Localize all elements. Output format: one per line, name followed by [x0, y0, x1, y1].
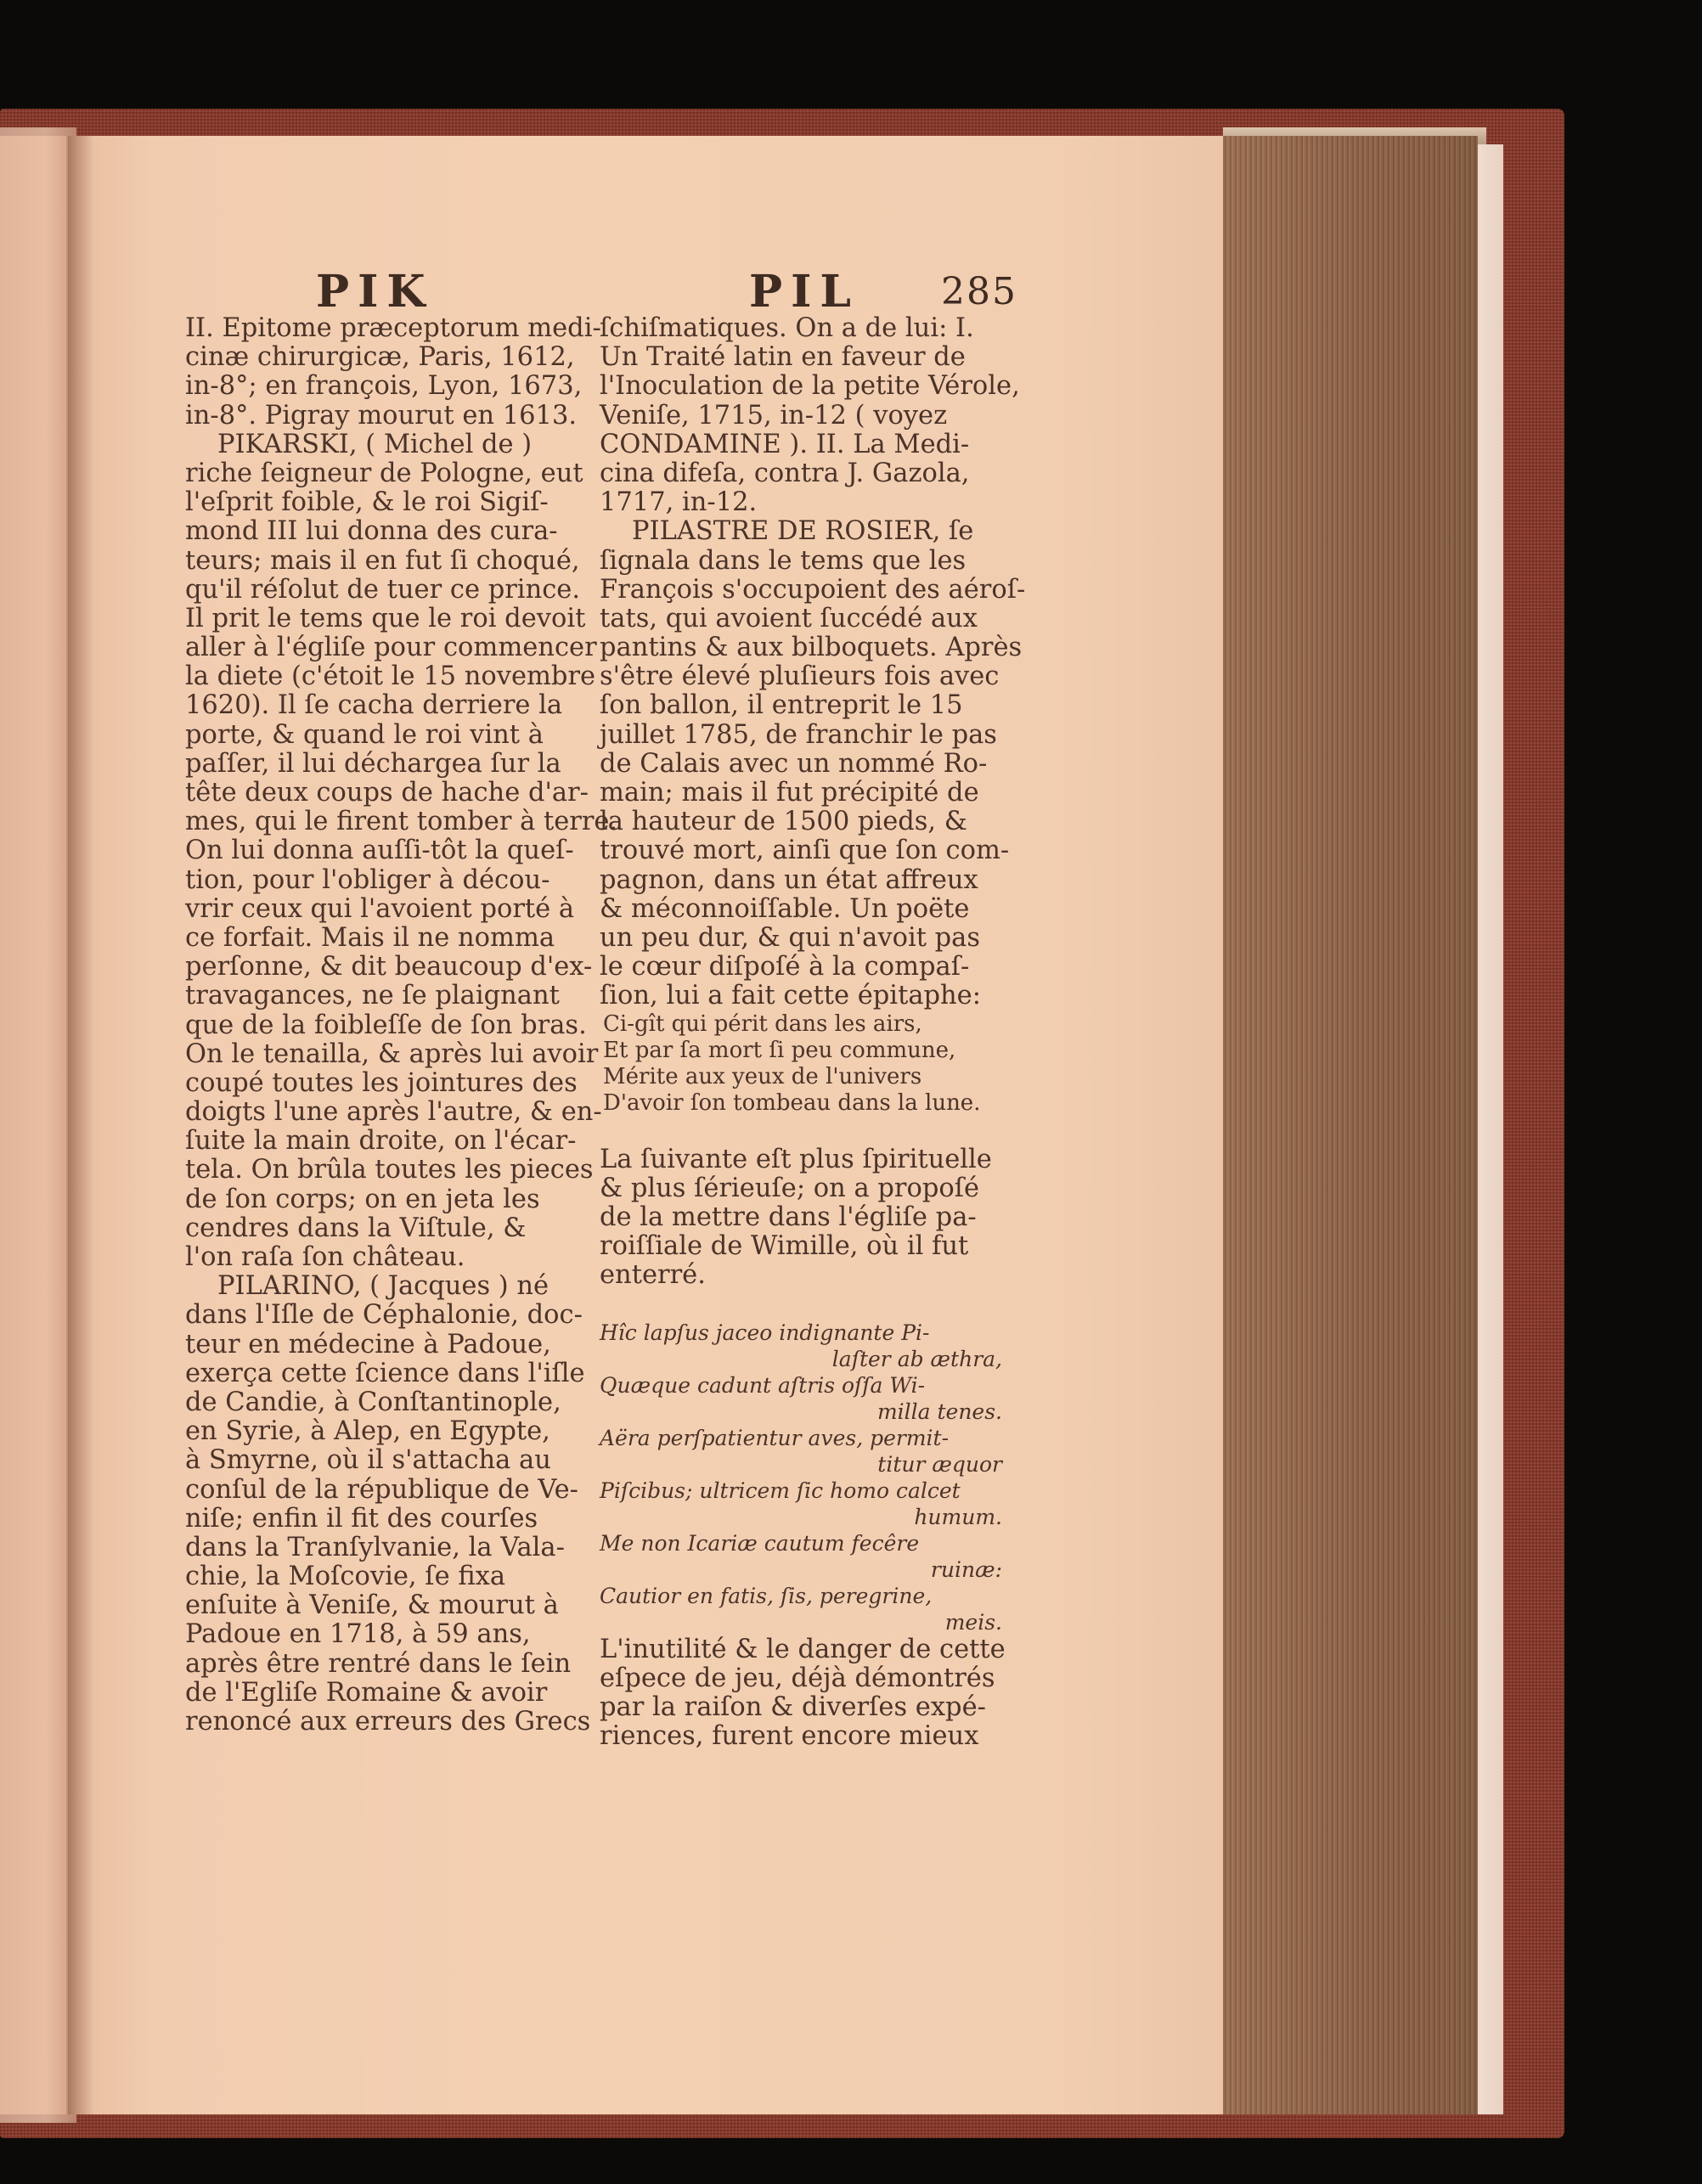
text-line: François s'occupoient des aéroſ-: [600, 574, 1026, 605]
text-line: en Syrie, à Alep, en Egypte,: [185, 1416, 550, 1447]
text-line: & plus ſérieuſe; on a propoſé: [600, 1173, 980, 1203]
text-line: enterré.: [600, 1260, 706, 1291]
text-line: de la mettre dans l'égliſe pa-: [600, 1202, 977, 1233]
text-line: mes, qui le firent tomber à terre.: [185, 807, 618, 837]
endpaper-edge: [1478, 144, 1503, 2114]
text-line: teurs; mais il en fut ſi choqué,: [185, 545, 580, 576]
latin-epitaph-line: laſter ab æthra,: [831, 1346, 1002, 1371]
text-line: L'inutilité & le danger de cette: [600, 1634, 1006, 1664]
text-line: conſul de la république de Ve-: [185, 1474, 578, 1505]
text-line: paſſer, il lui déchargea ſur la: [185, 748, 561, 779]
text-line: dans la Tranſylvanie, la Vala-: [185, 1532, 565, 1562]
right-running-head: PIL: [749, 266, 859, 318]
text-line: mond III lui donna des cura-: [185, 516, 558, 547]
text-line: après être rentré dans le ſein: [185, 1648, 572, 1679]
text-line: pantins & aux bilboquets. Après: [600, 633, 1023, 663]
latin-epitaph-line: Cautior en fatis, ſis, peregrine,: [600, 1583, 933, 1608]
text-line: PIKARSKI, ( Michel de ): [217, 429, 533, 459]
text-line: On le tenailla, & après lui avoir: [185, 1039, 599, 1069]
text-line: s'être élevé pluſieurs fois avec: [600, 661, 1000, 692]
text-line: ſignala dans le tems que les: [600, 545, 967, 576]
text-line: CONDAMINE ). II. La Medi-: [600, 429, 970, 459]
text-line: qu'il réſolut de tuer ce prince.: [185, 574, 581, 605]
text-line: & méconnoiſſable. Un poëte: [600, 893, 970, 924]
text-line: 1717, in-12.: [600, 487, 758, 518]
text-line: renoncé aux erreurs des Grecs: [185, 1707, 591, 1737]
text-line: tête deux coups de hache d'ar-: [185, 778, 589, 808]
text-line: La ſuivante eſt plus ſpirituelle: [600, 1144, 992, 1174]
text-line: II. Epitome præceptorum medi-: [185, 313, 601, 343]
text-line: l'eſprit foible, & le roi Sigiſ-: [185, 487, 549, 518]
text-line: Padoue en 1718, à 59 ans,: [185, 1619, 531, 1650]
text-line: porte, & quand le roi vint à: [185, 719, 544, 750]
latin-epitaph-line: Piſcibus; ultricem ſic homo calcet: [600, 1478, 961, 1503]
latin-epitaph-line: Aëra perſpatientur aves, permit-: [600, 1425, 950, 1450]
latin-epitaph-line: humum.: [914, 1504, 1002, 1529]
text-line: cina difeſa, contra J. Gazola,: [600, 458, 970, 488]
text-line: in-8°; en françois, Lyon, 1673,: [185, 371, 583, 402]
text-line: teur en médecine à Padoue,: [185, 1329, 551, 1359]
right-text-column: [600, 313, 1026, 1752]
left-text-column: [185, 313, 618, 1737]
text-line: tion, pour l'obliger à décou-: [185, 864, 550, 895]
text-line: juillet 1785, de franchir le pas: [600, 719, 997, 750]
text-line: exerça cette ſcience dans l'iſle: [185, 1358, 585, 1388]
left-running-head: PIK: [316, 266, 434, 318]
latin-epitaph-line: Hîc lapſus jaceo indignante Pi-: [600, 1320, 930, 1345]
latin-epitaph-line: milla tenes.: [876, 1399, 1002, 1424]
text-line: ſion, lui a fait cette épitaphe:: [600, 981, 981, 1011]
text-line: perſonne, & dit beaucoup d'ex-: [185, 952, 593, 982]
text-line: coupé toutes les jointures des: [185, 1067, 578, 1098]
text-line: riences, furent encore mieux: [600, 1721, 979, 1752]
page-number: 285: [941, 270, 1017, 313]
text-line: l'Inoculation de la petite Vérole,: [600, 371, 1020, 402]
epitaph-line: D'avoir ſon tombeau dans la lune.: [603, 1089, 981, 1116]
latin-epitaph-line: meis.: [944, 1609, 1002, 1635]
text-line: de Calais avec un nommé Ro-: [600, 748, 988, 779]
text-line: cendres dans la Viſtule, &: [185, 1213, 527, 1243]
text-line: par la raiſon & diverſes expé-: [600, 1692, 986, 1723]
text-line: niſe; enfin il fit des courſes: [185, 1503, 538, 1534]
text-line: l'on raſa ſon château.: [185, 1242, 465, 1272]
text-line: le cœur diſpoſé à la compaſ-: [600, 952, 970, 982]
text-line: doigts l'une après l'autre, & en-: [185, 1097, 602, 1128]
text-line: la diete (c'étoit le 15 novembre: [185, 661, 596, 692]
text-line: eſpece de jeu, déjà démontrés: [600, 1663, 995, 1693]
text-line: que de la foibleſſe de ſon bras.: [185, 1010, 587, 1040]
text-line: Il prit le tems que le roi devoit: [185, 603, 586, 633]
latin-epitaph-line: ruinæ:: [930, 1556, 1002, 1582]
text-line: ſuite la main droite, on l'écar-: [185, 1126, 577, 1157]
latin-epitaph-line: Me non Icariæ cautum fecêre: [600, 1530, 920, 1556]
text-line: pagnon, dans un état affreux: [600, 864, 978, 895]
text-line: chie, la Moſcovie, ſe fixa: [185, 1562, 506, 1592]
text-line: roiſſiale de Wimille, où il fut: [600, 1231, 969, 1262]
text-line: 1620). Il ſe cacha derriere la: [185, 690, 563, 721]
text-line: aller à l'égliſe pour commencer: [185, 633, 597, 663]
text-line: ce forfait. Mais il ne nomma: [185, 922, 555, 953]
latin-epitaph-line: titur æquor: [877, 1451, 1002, 1477]
latin-epitaph-line: Quæque cadunt aſtris oſſa Wi-: [600, 1372, 926, 1398]
left-page-edge: [0, 136, 66, 2114]
text-line: dans l'Iſle de Céphalonie, doc-: [185, 1300, 583, 1331]
text-line: tela. On brûla toutes les pieces: [185, 1155, 594, 1185]
spacer: [600, 1117, 1012, 1145]
text-line: PILASTRE DE ROSIER, ſe: [632, 516, 974, 547]
epitaph-line: Ci-gît qui périt dans les airs,: [603, 1010, 922, 1037]
text-line: Veniſe, 1715, in-12 ( voyez: [600, 400, 948, 431]
text-line: in-8°. Pigray mourut en 1613.: [185, 400, 578, 431]
text-line: de Candie, à Conſtantinople,: [185, 1387, 561, 1417]
text-line: travagances, ne ſe plaignant: [185, 981, 560, 1011]
gutter-shadow: [68, 136, 93, 2114]
spacer: [600, 1291, 1012, 1320]
text-line: la hauteur de 1500 pieds, &: [600, 807, 967, 837]
text-line: cinæ chirurgicæ, Paris, 1612,: [185, 342, 575, 373]
text-line: à Smyrne, où il s'attacha au: [185, 1445, 551, 1476]
text-line: tats, qui avoient ſuccédé aux: [600, 603, 978, 633]
text-line: PILARINO, ( Jacques ) né: [217, 1271, 549, 1302]
text-line: trouvé mort, ainſi que ſon com-: [600, 836, 1010, 866]
text-line: enſuite à Veniſe, & mourut à: [185, 1590, 559, 1621]
text-line: de ſon corps; on en jeta les: [185, 1184, 540, 1214]
text-line: main; mais il fut précipité de: [600, 778, 979, 808]
epitaph-line: Mérite aux yeux de l'univers: [603, 1063, 922, 1089]
text-line: ſchiſmatiques. On a de lui: I.: [600, 313, 974, 343]
text-line: un peu dur, & qui n'avoit pas: [600, 922, 981, 953]
page-block-fore-edge: [1223, 136, 1478, 2114]
epitaph-line: Et par ſa mort ſi peu commune,: [603, 1037, 956, 1063]
text-line: de l'Egliſe Romaine & avoir: [185, 1677, 548, 1708]
text-line: riche ſeigneur de Pologne, eut: [185, 458, 583, 488]
text-line: On lui donna auſſi-tôt la queſ-: [185, 836, 574, 866]
text-line: vrir ceux qui l'avoient porté à: [185, 893, 575, 924]
text-line: ſon ballon, il entreprit le 15: [600, 690, 963, 721]
text-line: Un Traité latin en faveur de: [600, 342, 966, 373]
